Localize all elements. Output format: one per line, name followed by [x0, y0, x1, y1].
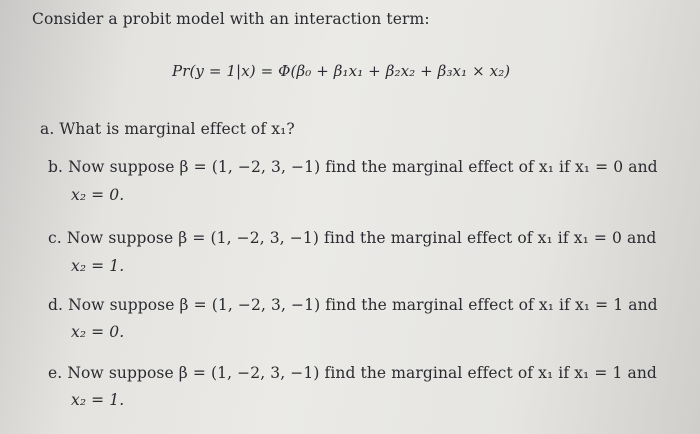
question-c: c. Now suppose β = (1, −2, 3, −1) find the marginal effect of x₁ if x₁ = 0 and — [48, 229, 657, 247]
question-d: d. Now suppose β = (1, −2, 3, −1) find the marginal effect of x₁ if x₁ = 1 and — [48, 296, 658, 314]
question-d-condition: x₂ = 0. — [71, 323, 125, 341]
question-e-condition: x₂ = 1. — [71, 391, 125, 409]
question-e: e. Now suppose β = (1, −2, 3, −1) find the marginal effect of x₁ if x₁ = 1 and — [48, 364, 657, 382]
probit-equation: Pr(y = 1|x) = Φ(β₀ + β₁x₁ + β₂x₂ + β₃x₁ × x₂) — [172, 62, 511, 80]
intro-text: Consider a probit model with an interaction term: — [32, 10, 430, 28]
question-b: b. Now suppose β = (1, −2, 3, −1) find the marginal effect of x₁ if x₁ = 0 and — [48, 158, 658, 176]
question-c-condition: x₂ = 1. — [71, 257, 125, 275]
question-a: a. What is marginal effect of x₁? — [40, 120, 295, 138]
question-b-condition: x₂ = 0. — [71, 186, 125, 204]
